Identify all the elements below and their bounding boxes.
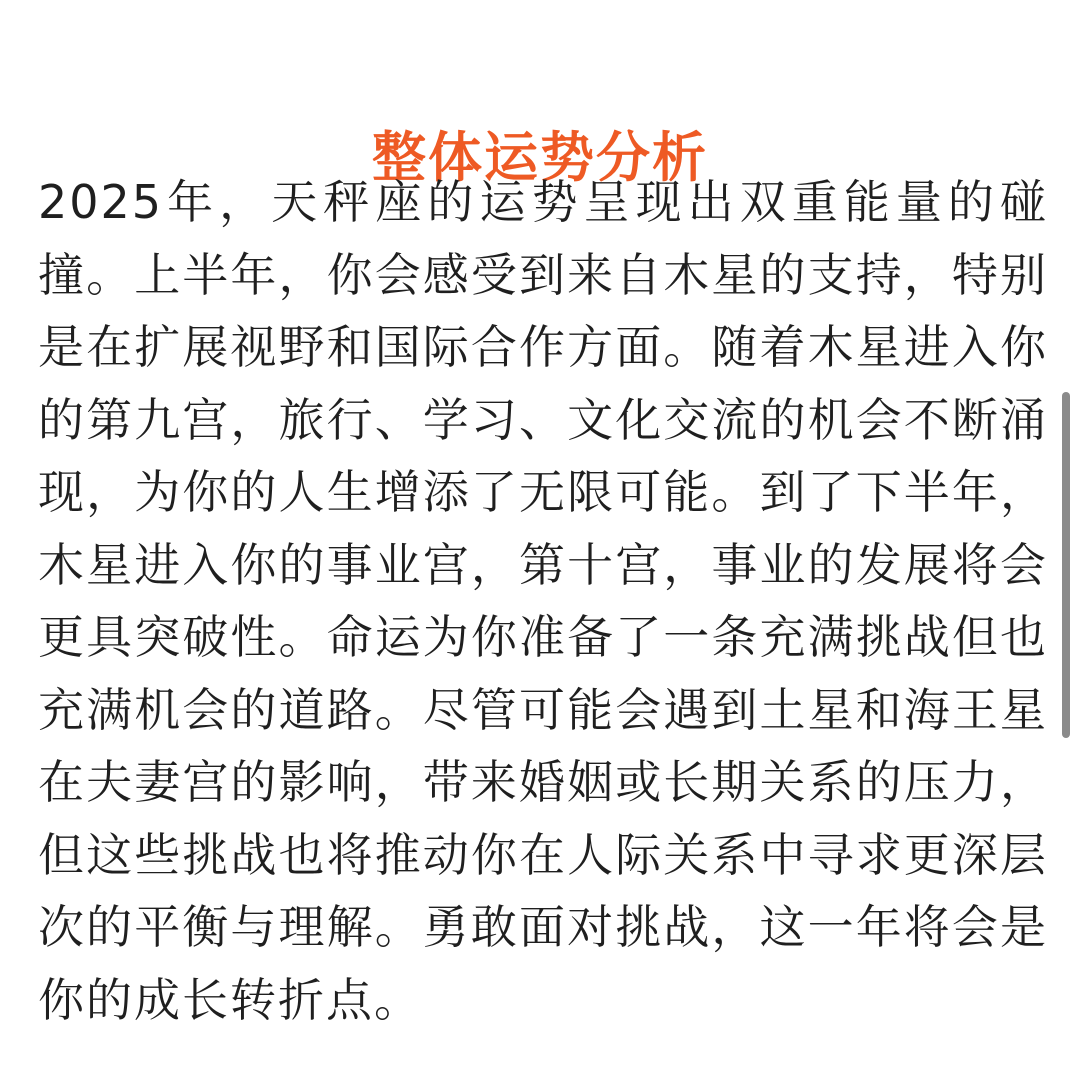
- page-title: 整体运势分析: [372, 126, 708, 190]
- scrollbar[interactable]: [1062, 392, 1072, 738]
- scrollbar-thumb[interactable]: [1062, 392, 1070, 738]
- article-body: 2025年，天秤座的运势呈现出双重能量的碰撞。上半年，你会感受到来自木星的支持，特别是在扩展视野和国际合作方面。随着木星进入你的第九宫，旅行、学习、文化交流的机会不断涌现，为你的人生增添了无限可能。到了下半年，木星进入你的事业宫，第十宫，事业的发展将会更具突破性。命运为你准备了一条充满挑战但也充满机会的道路。尽管可能会遇到土星和海王星在夫妻宫的影响，带来婚姻或长期关系的压力，但这些挑战也将推动你在人际关系中寻求更深层次的平衡与理解。勇敢面对挑战，这一年将会是你的成长转折点。: [38, 175, 1048, 1027]
